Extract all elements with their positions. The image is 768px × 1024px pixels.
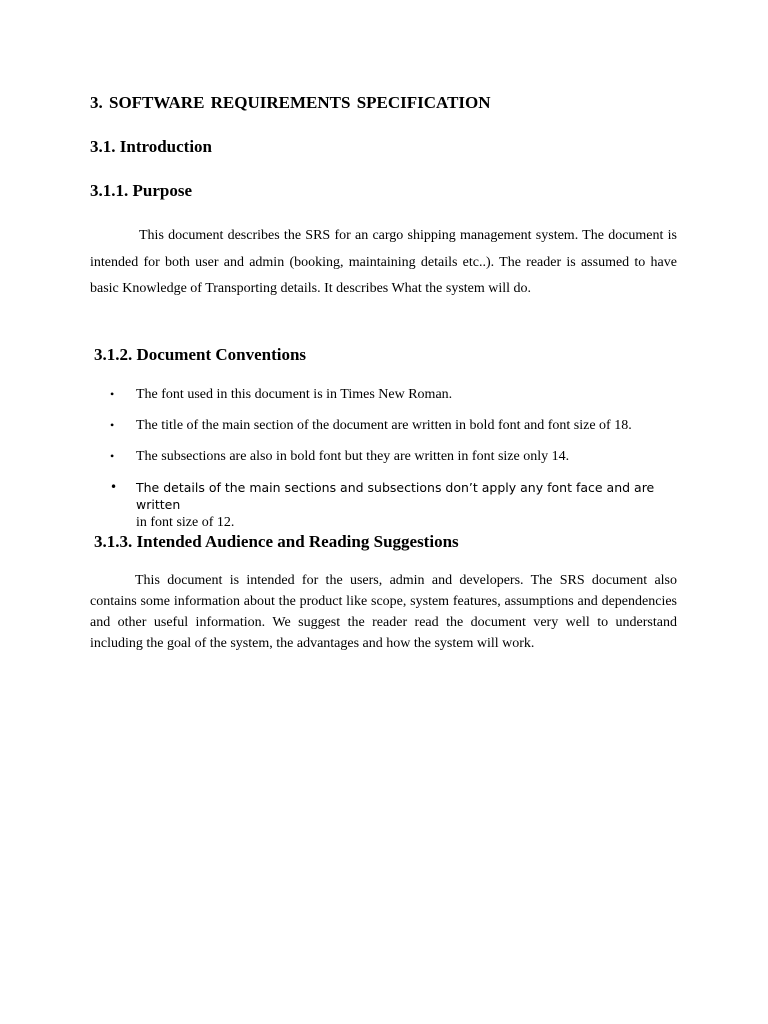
list-item-text: The subsections are also in bold font but they are written in font size only 14. [136,449,570,464]
bullet-icon: • [110,387,115,401]
subsection-heading-conventions: 3.1.2. Document Conventions [94,345,307,364]
bullet-icon: • [110,449,115,463]
conventions-list [110,386,685,531]
section-heading-introduction: 3.1. Introduction [90,137,213,156]
list-item [110,448,685,465]
bullet-icon: • [110,418,115,432]
list-item [110,386,685,403]
list-item-text: The details of the main sections and subsections don’t apply any font face and are written [136,480,655,512]
list-item-text: The font used in this document is in Times New Roman. [136,387,453,402]
list-item [110,479,685,531]
audience-paragraph: This document is intended for the users, admin and developers. The SRS document also contains some information about the product like scope, system features, assumptions and dependencies and other useful information. We suggest the reader read the document very well to understand including the goal of the system, the advantages and how the system will work. [90,573,677,651]
list-item [110,417,685,434]
list-item-text-continued: in font size of 12. [136,515,235,530]
bullet-icon: • [110,480,118,494]
purpose-paragraph: This document describes the SRS for an cargo shipping management system. The document is intended for both user and admin (booking, maintaining details etc..). The reader is assumed to have basic Knowledge of Transporting details. It describes What the system will do. [90,228,677,296]
main-heading: 3. SOFTWARE REQUIREMENTS SPECIFICATION [90,93,491,112]
subsection-heading-purpose: 3.1.1. Purpose [90,181,192,200]
subsection-heading-audience: 3.1.3. Intended Audience and Reading Suggestions [94,532,459,551]
list-item-text: The title of the main section of the document are written in bold font and font size of 18. [136,418,632,433]
